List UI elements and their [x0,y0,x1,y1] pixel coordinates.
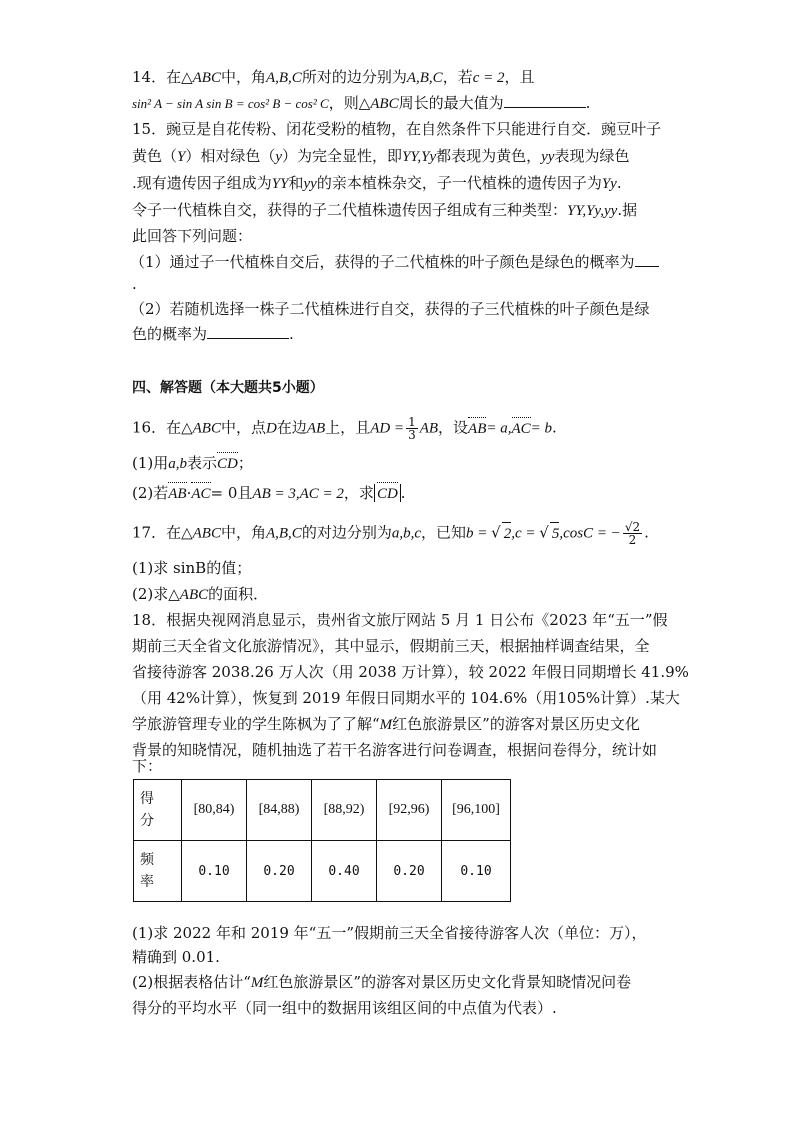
interval-cell: [92,96) [377,780,442,841]
q15-text: 15．豌豆是自花传粉、闭花受粉的植物，在自然条件下只能进行自交．豌豆叶子 [132,120,662,138]
q15-text: ）相对绿色（ [185,147,276,165]
condition-c: c = 2 [472,70,505,86]
q16-part1 [132,452,253,475]
q16-text: ，设 [438,418,469,437]
q17-text: 的面积． [208,585,269,603]
trig-equation: sin² A − sin A sin B = cos² B − cos² C [132,96,329,111]
q15-part1-text: （1）通过子一代植株自交后，获得的子二代植株的叶子颜色是绿色的概率为 [130,253,635,271]
q15-part2-text: 色的概率为 [132,325,208,343]
fraction-one-third [406,416,418,441]
gene-y: y [275,149,283,165]
q17-text: 中，角 [220,523,266,542]
segment-AD: AD = [370,420,405,437]
answer-blank [504,93,586,108]
letter-M: M [250,975,264,991]
header-char: 率 [140,874,154,890]
q15-text: 的亲本植株杂交，子一代植株的遗传因子为 [316,174,602,192]
sides-abc: a,b,c [391,525,422,542]
q16-part2 [132,482,406,505]
triangle-abc: △ABC [181,525,221,542]
header-char: 分 [140,813,154,829]
q15-text: .现有遗传因子组成为 [132,174,272,192]
angles-abc: A,B,C [265,525,302,542]
sqrt-2: 2 [502,522,512,545]
vector-AB: AB [468,418,486,440]
q18-part1 [132,922,647,944]
denominator: 2 [628,533,637,547]
q14-line-1 [132,66,535,89]
q18-text: 期前三天全省文化旅游情况》，其中显示，假期前三天，根据抽样调查结果，全 [132,637,650,655]
vector-eq: = b [530,420,553,437]
denominator: 3 [408,428,416,442]
q18-text: 得分的平均水平（同一组中的数据用该组区间的中点值为代表）. [132,999,557,1017]
q15-part2 [130,298,650,320]
q18-text: 精确到 0.01. [132,948,220,966]
q18-text: (2)根据表格估计“ [132,973,251,991]
q18-text: 18．根据央视网消息显示，贵州省文旅厅网站 5 月 1 日公布《2023 年“五一”假 [132,611,668,629]
gene-Y: Y [177,149,186,165]
q18-text: 省接待游客 2038.26 万人次（用 2038 万计算），较 2022 年假日同期增长 41.9% [132,663,689,681]
q15-text: ）为完全显性，即 [282,147,403,165]
q15-text: 表现为绿色 [554,147,630,165]
q17-text: 的对边分别为 [301,523,392,542]
q18-part2 [132,971,631,994]
q15-part2-line-2 [132,323,294,345]
side-values: AB = 3,AC = 2 [252,486,344,502]
interval-cell: [84,88) [247,780,312,841]
period: . [132,275,137,293]
letter-M: M [379,717,393,733]
q16-text: (2)若 [132,484,169,502]
frequency-cell: 0.10 [182,841,247,902]
q15-part2-text: （2）若随机选择一株子二代植株进行自交，获得的子三代植株的叶子颜色是绿 [130,300,650,318]
q18-part1-line-2 [132,946,220,968]
segment-AB: AB [306,420,326,437]
q15-line-5 [132,225,252,247]
vector-AC: AC [191,483,210,505]
q18-text: （用 42%计算），恢复到 2019 年假日同期水平的 104.6%（用105%计算）.某大 [132,689,680,707]
frequency-cell: 0.40 [312,841,377,902]
q18-text: 红色旅游景区”的游客对景区历史文化背景知晓情况问卷 [263,973,632,991]
q16-text: ； [237,454,253,472]
q15-text: 令子一代植株自交，获得的子二代植株遗传因子组成有三种类型： [132,201,568,219]
vector-AB: AB [168,483,186,505]
frequency-cell: 0.10 [442,841,511,902]
interval-cell: [96,100] [442,780,511,841]
q16-text: 上，且 [325,418,371,437]
q18-text: 背景的知晓情况，随机抽选了若干名游客进行问卷调查，根据问卷得分，统计如 [132,741,658,759]
q17-text: 17．在 [132,523,182,542]
q18-text: (1)求 2022 年和 2019 年“五一”假期前三天全省接待游客人次（单位：万）， [132,924,647,942]
q16-line-1 [132,416,557,441]
q15-text: 此回答下列问题： [132,227,253,245]
genotype-Yy: Yy [601,176,617,192]
q15-text: 和 [288,174,304,192]
interval-cell: [88,92) [312,780,377,841]
table-row-frequency [134,841,511,902]
period: . [289,325,294,343]
q15-text: 黄色（ [132,147,178,165]
q14-line-2 [132,92,590,115]
row-header-score [134,780,182,841]
q18-text: 红色旅游景区”的游客对景区历史文化 [392,715,640,733]
q15-line-1 [132,118,661,140]
q14-text: 中，角 [220,68,266,86]
q15-text: 都表现为黄色， [436,147,542,165]
q15-part1-end [132,273,137,295]
q14-text: 14．在 [132,68,182,86]
q16-text: 在边 [276,418,307,437]
q18-line-7 [132,755,162,777]
sides-abc: A,B,C [406,70,443,86]
q16-text: ，求 [343,484,374,502]
q18-part2-line-2 [132,997,557,1019]
q18-line-2 [132,635,650,657]
q18-line-5 [132,713,640,736]
q15-line-2 [132,145,629,168]
q14-text: ，且 [504,68,535,86]
period: . [644,523,649,542]
genotype-types: YY,Yy,yy [567,203,618,219]
table-row-score [134,780,511,841]
value-c: ,c = [511,525,540,542]
q18-text: 学旅游管理专业的学生陈枫为了了解“ [132,715,380,733]
q16-text: 中，点 [220,418,266,437]
q18-line-6 [132,739,657,761]
triangle-abc: △ABC [168,587,209,603]
value-cosC: ,cosC = − [559,525,621,542]
answer-blank [635,252,659,267]
vector-CD: CD [217,453,238,475]
dot-operator: · [186,484,192,502]
vectors-ab: a,b [168,456,187,472]
q18-line-1 [132,609,668,631]
interval-cell: [80,84) [182,780,247,841]
row-header-frequency [134,841,182,902]
q15-line-4 [132,199,637,222]
fraction-sqrt2-over-2 [623,521,642,546]
vector-CD: CD [377,483,398,505]
q17-text: ，已知 [421,523,467,542]
q15-text: .据 [617,201,638,219]
vector-eq: = a, [486,420,512,437]
q14-text: ，若 [442,68,473,86]
header-char: 得 [140,791,154,807]
numerator: √2 [624,520,641,534]
q18-line-4 [132,687,680,709]
q14-text: ，则 [328,94,359,112]
triangle-abc: △ABC [181,420,221,437]
section-heading: 四、解答题（本大题共5小题） [132,380,324,396]
vector-AC: AC [512,418,531,440]
magnitude-CD [374,484,401,502]
frequency-cell: 0.20 [247,841,312,902]
q16-text: 16．在 [132,418,182,437]
q16-text: (1)用 [132,454,169,472]
genotypes-yellow: YY,Yy [402,149,437,165]
q15-part1 [130,251,659,273]
q18-line-3 [132,661,689,683]
value-b: b = [466,525,492,542]
q16-text: 表示 [187,454,218,472]
q17-part2 [132,583,268,606]
q14-text: 所对的边分别为 [301,68,407,86]
point-D: D [265,420,277,437]
q17-part1 [132,557,251,579]
segment-AB: AB [419,420,439,437]
period: . [552,418,557,437]
q17-line-1: 17．在△ABC中，角A,B,C的对边分别为a,b,c，已知b = √ 2,c = √ 5,cosC = − $\frac{√2}{2}$ . [132,520,649,547]
answer-blank [207,324,289,339]
genotype-yy: yy [303,176,317,192]
genotype-YY: YY [271,176,289,192]
angles-abc: A,B,C [265,70,302,86]
q14-text: 周长的最大值为 [398,94,504,112]
frequency-table [133,779,511,902]
period: . [400,484,406,502]
q17-text: (1)求 sinB的值； [132,559,252,577]
triangle-abc: △ABC [181,70,221,86]
sqrt-5: 5 [550,522,560,545]
genotype-yy: yy [541,149,555,165]
q18-text: 下： [132,757,163,775]
q17-text: (2)求 [132,585,169,603]
header-char: 频 [140,852,154,868]
q16-text: = 0且 [210,484,253,502]
frequency-cell: 0.20 [377,841,442,902]
period: . [585,94,591,112]
triangle-abc: △ABC [358,96,399,112]
period: . [616,174,622,192]
q15-line-3 [132,172,622,195]
numerator: 1 [408,415,416,429]
